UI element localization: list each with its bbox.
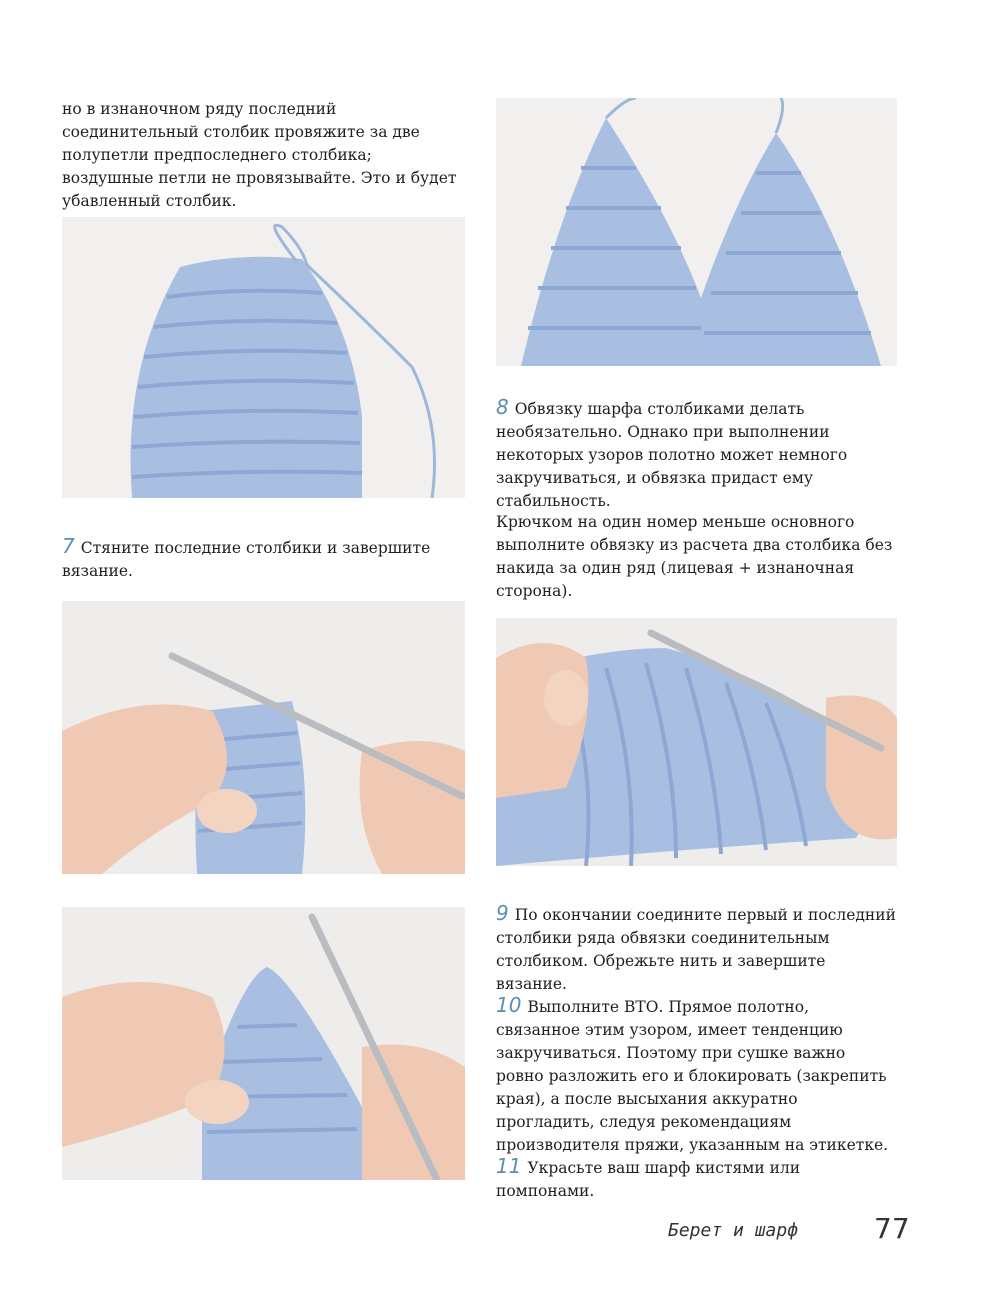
step-8-number: 8 [496,395,509,419]
step-7 [62,535,467,583]
step-9-text: По окончании соедините первый и последний столбики ряда обвязки соединительным столбиком. Обрежьте нить и завершите вязание. [496,906,896,993]
photo-finishing-edge [62,907,465,1180]
step-11-text: Украсьте ваш шарф кистями или помпонами. [496,1159,801,1200]
step-10-number: 10 [496,993,522,1017]
page-number: 77 [874,1212,910,1245]
step-7-number: 7 [62,534,75,558]
photo-closing-stitches [62,601,465,874]
step-7-text: Стяните последние столбики и завершите вязание. [62,539,431,580]
photo-two-triangles [496,98,897,366]
step-10 [496,994,897,1157]
step-11 [496,1155,897,1203]
section-title: Берет и шарф [668,1220,799,1241]
step-11-number: 11 [496,1154,522,1178]
photo-decreased-fabric [62,217,465,498]
step-9-number: 9 [496,901,509,925]
step-9 [496,902,897,996]
photo-edging [496,618,897,866]
intro-paragraph: но в изнаночном ряду последний соединительный столбик провяжите за две полупетли предпоследнего столбика; воздушные петли не провязывайте. Это и будет убавленный столбик. [62,100,457,210]
step-10-text: Выполните ВТО. Прямое полотно, связанное этим узором, имеет тенденцию закручиваться. Поэтому при сушке важно ровно разложить его и блокировать (закрепить края), а после высыхания аккуратно прогладить, следуя рекомендациям производителя пряжи, указанным на этикетке. [496,998,889,1154]
step-8-paragraph-2: Крючком на один номер меньше основного выполните обвязку из расчета два столбика без накида за один ряд (лицевая + изнаночная сторона). [496,513,893,600]
step-8-text: Обвязку шарфа столбиками делать необязательно. Однако при выполнении некоторых узоров полотно может немного закручиваться, и обвязка придаст ему стабильность. [496,400,848,510]
step-8 [496,396,897,513]
